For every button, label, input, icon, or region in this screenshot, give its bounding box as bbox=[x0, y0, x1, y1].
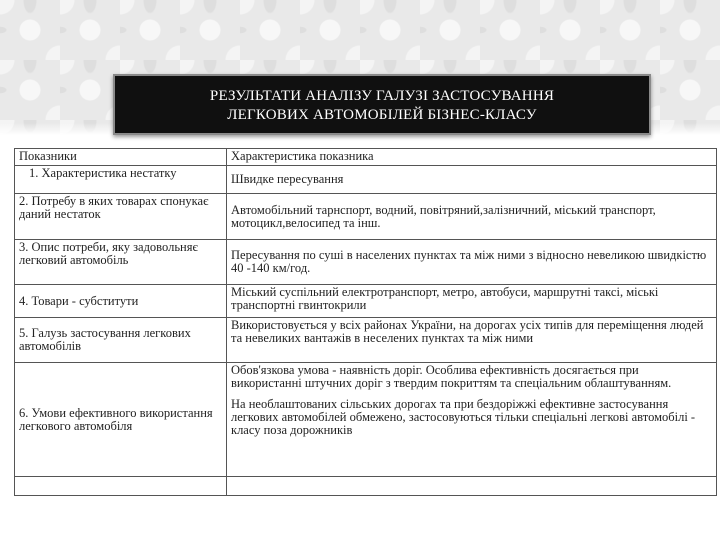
row-label: 4. Товари - субститути bbox=[15, 285, 227, 318]
row-value: Міський суспільний електротранспорт, метро, автобуси, маршрутні таксі, міські транспортні гвинтокрили bbox=[227, 285, 717, 318]
row-value: Використовується у всіх районах України, на дорогах усіх типів для переміщення людей та невеликих вантажів в неселених пунктах та між ними bbox=[227, 318, 717, 363]
row-value-paragraph-2: На необлаштованих сільських дорогах та при бездоріжжі ефективне застосування легкових автомобілей обмежено, застосовуються тільки спеціальні легкові автомобілі - класу поза дорожників bbox=[231, 397, 696, 437]
empty-cell bbox=[15, 477, 227, 496]
row-label: 1. Характеристика нестатку bbox=[15, 166, 227, 194]
header-indicators: Показники bbox=[15, 149, 227, 166]
table-row bbox=[15, 194, 717, 240]
table-row bbox=[15, 285, 717, 318]
analysis-table bbox=[14, 148, 717, 496]
row-label: 5. Галузь застосування легкових автомобілів bbox=[15, 318, 227, 363]
table-row bbox=[15, 166, 717, 194]
row-label: 6. Умови ефективного використання легкового автомобіля bbox=[15, 363, 227, 477]
row-label: 2. Потребу в яких товарах спонукає даний нестаток bbox=[15, 194, 227, 240]
row-value bbox=[227, 363, 717, 477]
table-header-row bbox=[15, 149, 717, 166]
table-row bbox=[15, 240, 717, 285]
slide-title: РЕЗУЛЬТАТИ АНАЛІЗУ ГАЛУЗІ ЗАСТОСУВАННЯ ЛЕГКОВИХ АВТОМОБІЛЕЙ БІЗНЕС-КЛАСУ bbox=[209, 87, 555, 123]
empty-cell bbox=[227, 477, 717, 496]
row-value-paragraph-1: Обов'язкова умова - наявність доріг. Особлива ефективність досягається при використанні штучних доріг з твердим покриттям та спеціальним облаштуванням. bbox=[231, 363, 672, 390]
table-empty-row bbox=[15, 477, 717, 496]
row-label: 3. Опис потреби, яку задовольняє легковий автомобіль bbox=[15, 240, 227, 285]
row-value: Пересування по суші в населених пунктах та між ними з відносно невеликою швидкістю 40 -140 км/год. bbox=[227, 240, 717, 285]
table-row bbox=[15, 318, 717, 363]
title-banner bbox=[113, 74, 651, 135]
row-value: Автомобільний тарнспорт, водний, повітряний,залізничний, міський транспорт, мотоцикл,велосипед та інш. bbox=[227, 194, 717, 240]
header-characteristic: Характеристика показника bbox=[227, 149, 717, 166]
table-row bbox=[15, 363, 717, 477]
row-value: Швидке пересування bbox=[227, 166, 717, 194]
